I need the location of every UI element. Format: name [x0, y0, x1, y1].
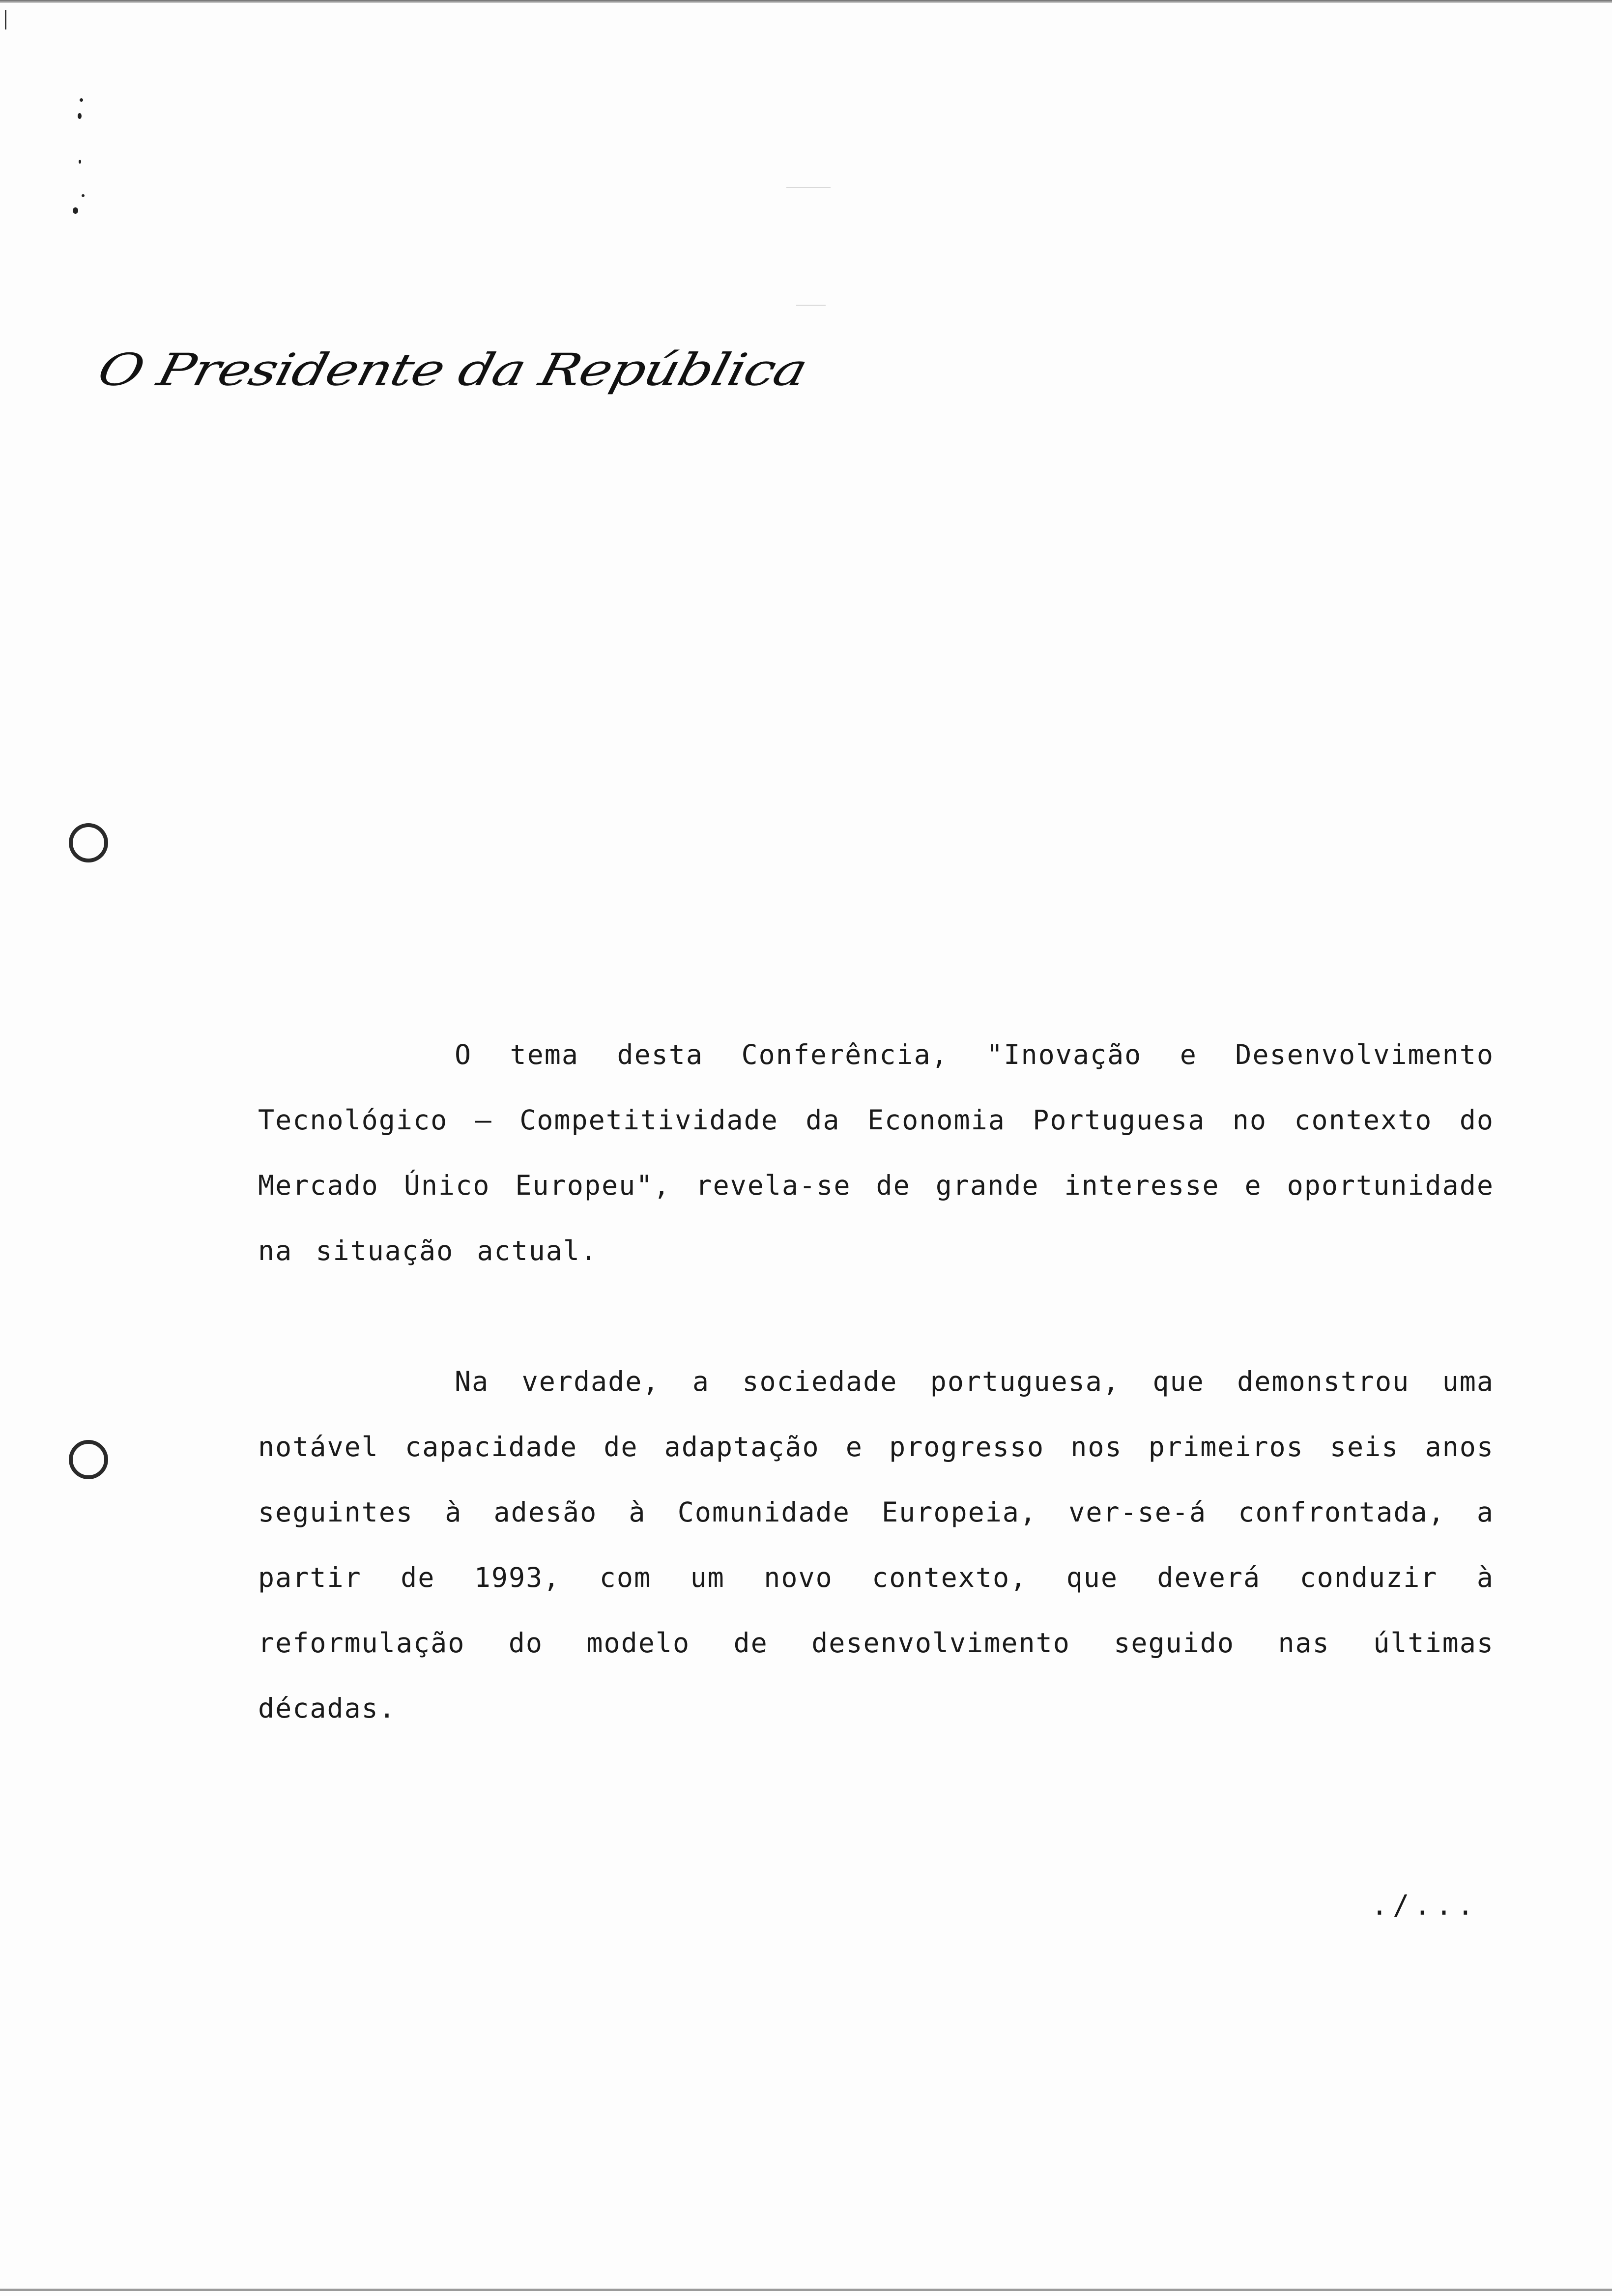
scan-smudge: [796, 305, 826, 306]
scan-specks: [69, 98, 88, 226]
letterhead: [92, 344, 812, 432]
punch-hole: [69, 823, 108, 862]
paragraph-2: Na verdade, a sociedade portuguesa, que demonstrou uma notável capacidade de adaptação e progresso nos primeiros seis anos seguintes à adesão à Comunidade Europeia, ver-se-á confrontada, a partir de 1993, com um novo contexto, que deverá conduzir à reformulação do modelo de desenvolvimento seguido nas últimas décadas.: [258, 1366, 1494, 1724]
speck: [78, 113, 82, 119]
scan-bottom-edge: [0, 2289, 1612, 2291]
speck: [79, 160, 81, 164]
paragraph-1: O tema desta Conferência, "Inovação e Desenvolvimento Tecnológico – Competitividade da Economia Portuguesa no contexto do Mercado Único Europeu", revela-se de grande interesse e oportunidade na situação actual.: [258, 1039, 1494, 1266]
speck: [80, 98, 83, 102]
scan-smudge: [786, 187, 831, 188]
scan-top-edge: [0, 0, 1612, 3]
continuation-mark: ./...: [1371, 1890, 1479, 1922]
scan-edge-mark: [5, 10, 6, 29]
letterhead-title: O Presidente da República: [92, 344, 812, 396]
speck: [82, 194, 85, 197]
speck: [73, 207, 78, 214]
punch-hole: [69, 1440, 108, 1479]
